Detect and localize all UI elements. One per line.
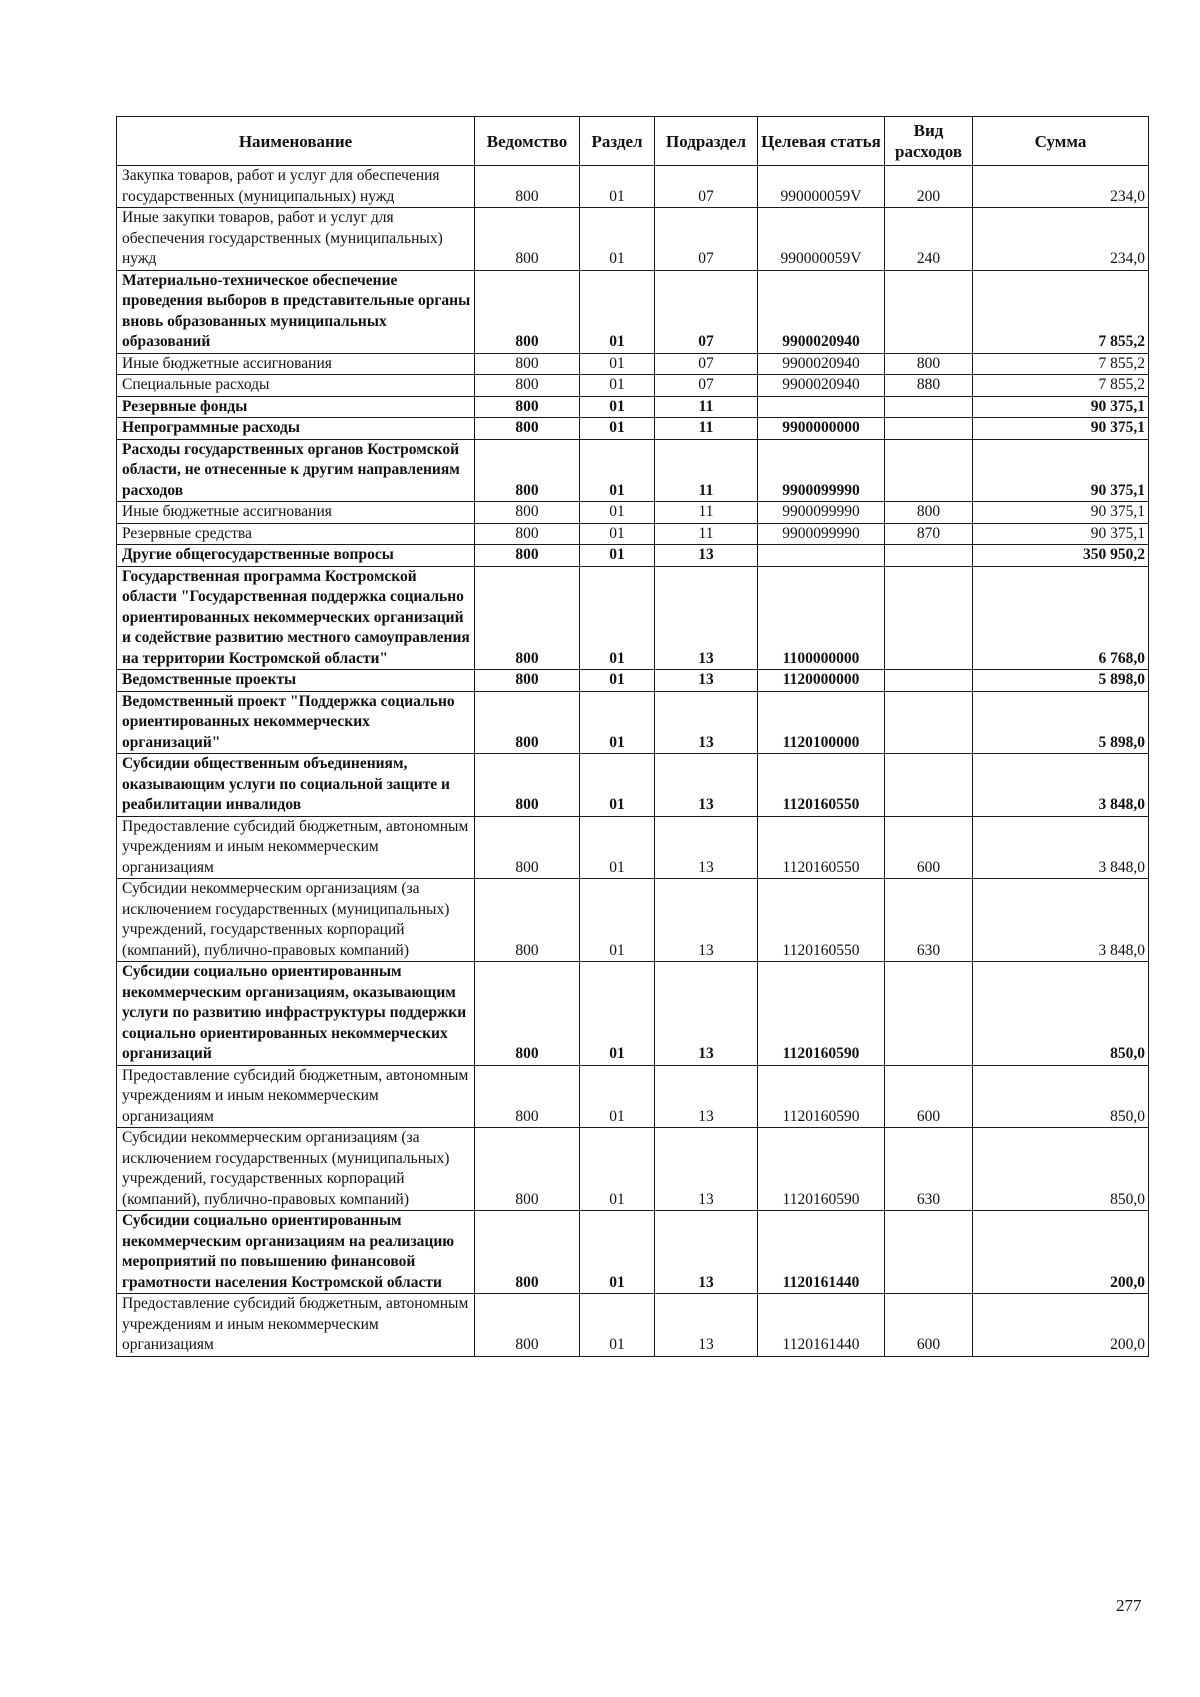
cell-summa: 3 848,0 xyxy=(973,879,1149,962)
cell-celevaya: 9900099990 xyxy=(758,523,885,545)
cell-celevaya: 9900000000 xyxy=(758,418,885,440)
cell-razdel: 01 xyxy=(580,523,655,545)
cell-celevaya: 990000059V xyxy=(758,166,885,208)
cell-razdel: 01 xyxy=(580,166,655,208)
cell-vedomstvo: 800 xyxy=(475,166,580,208)
cell-vid: 870 xyxy=(885,523,973,545)
cell-summa: 5 898,0 xyxy=(973,691,1149,754)
cell-summa: 90 375,1 xyxy=(973,396,1149,418)
cell-name: Иные закупки товаров, работ и услуг для обеспечения государственных (муниципальных) нужд xyxy=(117,208,475,271)
cell-razdel: 01 xyxy=(580,353,655,375)
cell-razdel: 01 xyxy=(580,502,655,524)
cell-summa: 3 848,0 xyxy=(973,816,1149,879)
cell-podrazdel: 13 xyxy=(655,670,758,692)
cell-name: Субсидии общественным объединениям, оказывающим услуги по социальной защите и реабилитации инвалидов xyxy=(117,754,475,817)
cell-summa: 6 768,0 xyxy=(973,566,1149,670)
cell-celevaya: 9900099990 xyxy=(758,439,885,502)
cell-vedomstvo: 800 xyxy=(475,523,580,545)
cell-vid xyxy=(885,691,973,754)
table-row xyxy=(117,270,1149,353)
cell-vedomstvo: 800 xyxy=(475,566,580,670)
cell-summa: 850,0 xyxy=(973,1065,1149,1128)
header-celevaya: Целевая статья xyxy=(758,117,885,166)
cell-summa: 234,0 xyxy=(973,166,1149,208)
cell-razdel: 01 xyxy=(580,545,655,567)
cell-podrazdel: 13 xyxy=(655,566,758,670)
cell-name: Расходы государственных органов Костромской области, не отнесенные к другим направлениям расходов xyxy=(117,439,475,502)
cell-celevaya: 1120160550 xyxy=(758,754,885,817)
table-row xyxy=(117,879,1149,962)
cell-name: Субсидии социально ориентированным некоммерческим организациям на реализацию мероприятий по повышению финансовой грамотности населения Костромской области xyxy=(117,1211,475,1294)
cell-name: Другие общегосударственные вопросы xyxy=(117,545,475,567)
header-podrazdel: Подраздел xyxy=(655,117,758,166)
cell-podrazdel: 11 xyxy=(655,396,758,418)
cell-vedomstvo: 800 xyxy=(475,502,580,524)
cell-name: Ведомственный проект "Поддержка социально ориентированных некоммерческих организаций" xyxy=(117,691,475,754)
cell-razdel: 01 xyxy=(580,566,655,670)
cell-vid: 200 xyxy=(885,166,973,208)
cell-podrazdel: 13 xyxy=(655,879,758,962)
table-row xyxy=(117,670,1149,692)
header-razdel: Раздел xyxy=(580,117,655,166)
table-row xyxy=(117,439,1149,502)
cell-name: Предоставление субсидий бюджетным, автономным учреждениям и иным некоммерческим организациям xyxy=(117,1294,475,1357)
cell-name: Резервные средства xyxy=(117,523,475,545)
cell-vedomstvo: 800 xyxy=(475,353,580,375)
cell-razdel: 01 xyxy=(580,270,655,353)
table-row xyxy=(117,418,1149,440)
cell-podrazdel: 11 xyxy=(655,418,758,440)
cell-summa: 7 855,2 xyxy=(973,353,1149,375)
cell-summa: 90 375,1 xyxy=(973,418,1149,440)
cell-razdel: 01 xyxy=(580,1128,655,1211)
cell-vid: 600 xyxy=(885,1294,973,1357)
cell-razdel: 01 xyxy=(580,418,655,440)
cell-name: Субсидии некоммерческим организациям (за исключением государственных (муниципальных) учреждений, государственных корпораций (компаний), публично-правовых компаний) xyxy=(117,1128,475,1211)
cell-razdel: 01 xyxy=(580,396,655,418)
header-name: Наименование xyxy=(117,117,475,166)
cell-name: Предоставление субсидий бюджетным, автономным учреждениям и иным некоммерческим организациям xyxy=(117,816,475,879)
cell-vid xyxy=(885,962,973,1066)
cell-vid: 880 xyxy=(885,375,973,397)
header-row xyxy=(117,117,1149,166)
table-row xyxy=(117,545,1149,567)
cell-vid xyxy=(885,418,973,440)
table-row xyxy=(117,754,1149,817)
table-row xyxy=(117,691,1149,754)
cell-vedomstvo: 800 xyxy=(475,208,580,271)
cell-razdel: 01 xyxy=(580,962,655,1066)
cell-razdel: 01 xyxy=(580,670,655,692)
cell-vedomstvo: 800 xyxy=(475,670,580,692)
table-row xyxy=(117,166,1149,208)
table-row xyxy=(117,375,1149,397)
table-row xyxy=(117,816,1149,879)
table-row xyxy=(117,1211,1149,1294)
table-row xyxy=(117,1128,1149,1211)
cell-podrazdel: 11 xyxy=(655,523,758,545)
cell-summa: 7 855,2 xyxy=(973,270,1149,353)
cell-summa: 7 855,2 xyxy=(973,375,1149,397)
cell-celevaya: 990000059V xyxy=(758,208,885,271)
cell-podrazdel: 13 xyxy=(655,816,758,879)
budget-table xyxy=(116,116,1149,1357)
cell-celevaya: 1120000000 xyxy=(758,670,885,692)
cell-razdel: 01 xyxy=(580,691,655,754)
cell-summa: 5 898,0 xyxy=(973,670,1149,692)
header-vid: Вид расходов xyxy=(885,117,973,166)
cell-razdel: 01 xyxy=(580,1294,655,1357)
cell-name: Государственная программа Костромской области "Государственная поддержка социально ориентированных некоммерческих организаций и содействие развитию местного самоуправления на территории Костромской области" xyxy=(117,566,475,670)
cell-razdel: 01 xyxy=(580,439,655,502)
cell-name: Непрограммные расходы xyxy=(117,418,475,440)
table-row xyxy=(117,523,1149,545)
page-number: 277 xyxy=(1116,1596,1142,1615)
cell-celevaya: 1120160590 xyxy=(758,1065,885,1128)
table-row xyxy=(117,1065,1149,1128)
cell-razdel: 01 xyxy=(580,208,655,271)
cell-name: Иные бюджетные ассигнования xyxy=(117,353,475,375)
cell-summa: 234,0 xyxy=(973,208,1149,271)
table-row xyxy=(117,353,1149,375)
cell-celevaya xyxy=(758,396,885,418)
cell-name: Материально-техническое обеспечение проведения выборов в представительные органы вновь образованных муниципальных образований xyxy=(117,270,475,353)
cell-vid xyxy=(885,545,973,567)
cell-vid xyxy=(885,566,973,670)
cell-vedomstvo: 800 xyxy=(475,270,580,353)
cell-vid: 600 xyxy=(885,816,973,879)
cell-podrazdel: 11 xyxy=(655,439,758,502)
cell-vedomstvo: 800 xyxy=(475,396,580,418)
cell-celevaya: 1120161440 xyxy=(758,1211,885,1294)
cell-podrazdel: 07 xyxy=(655,375,758,397)
cell-razdel: 01 xyxy=(580,879,655,962)
cell-vedomstvo: 800 xyxy=(475,1211,580,1294)
cell-celevaya: 1120160590 xyxy=(758,1128,885,1211)
cell-vedomstvo: 800 xyxy=(475,691,580,754)
cell-celevaya: 1100000000 xyxy=(758,566,885,670)
cell-vid: 240 xyxy=(885,208,973,271)
cell-celevaya: 9900020940 xyxy=(758,353,885,375)
table-row xyxy=(117,502,1149,524)
cell-summa: 3 848,0 xyxy=(973,754,1149,817)
cell-vedomstvo: 800 xyxy=(475,1065,580,1128)
cell-vid xyxy=(885,754,973,817)
cell-podrazdel: 13 xyxy=(655,1065,758,1128)
cell-summa: 850,0 xyxy=(973,1128,1149,1211)
cell-name: Ведомственные проекты xyxy=(117,670,475,692)
cell-razdel: 01 xyxy=(580,754,655,817)
cell-name: Резервные фонды xyxy=(117,396,475,418)
cell-vedomstvo: 800 xyxy=(475,545,580,567)
cell-vid: 800 xyxy=(885,502,973,524)
table-row xyxy=(117,208,1149,271)
cell-summa: 90 375,1 xyxy=(973,439,1149,502)
cell-name: Предоставление субсидий бюджетным, автономным учреждениям и иным некоммерческим организациям xyxy=(117,1065,475,1128)
table-row xyxy=(117,566,1149,670)
cell-podrazdel: 13 xyxy=(655,691,758,754)
table-row xyxy=(117,1294,1149,1357)
cell-razdel: 01 xyxy=(580,816,655,879)
cell-celevaya: 9900020940 xyxy=(758,270,885,353)
cell-podrazdel: 13 xyxy=(655,1211,758,1294)
cell-vid: 630 xyxy=(885,879,973,962)
table-row xyxy=(117,962,1149,1066)
cell-celevaya: 1120160590 xyxy=(758,962,885,1066)
cell-vedomstvo: 800 xyxy=(475,1294,580,1357)
cell-vedomstvo: 800 xyxy=(475,375,580,397)
cell-vid: 800 xyxy=(885,353,973,375)
cell-podrazdel: 11 xyxy=(655,502,758,524)
cell-vedomstvo: 800 xyxy=(475,418,580,440)
cell-vid xyxy=(885,1211,973,1294)
cell-celevaya: 1120160550 xyxy=(758,879,885,962)
cell-vedomstvo: 800 xyxy=(475,879,580,962)
cell-name: Субсидии социально ориентированным некоммерческим организациям, оказывающим услуги по развитию инфраструктуры поддержки социально ориентированных некоммерческих организаций xyxy=(117,962,475,1066)
cell-name: Специальные расходы xyxy=(117,375,475,397)
cell-podrazdel: 13 xyxy=(655,754,758,817)
table-row xyxy=(117,396,1149,418)
cell-vedomstvo: 800 xyxy=(475,962,580,1066)
cell-celevaya: 9900020940 xyxy=(758,375,885,397)
cell-vid: 630 xyxy=(885,1128,973,1211)
cell-name: Закупка товаров, работ и услуг для обеспечения государственных (муниципальных) нужд xyxy=(117,166,475,208)
cell-razdel: 01 xyxy=(580,1065,655,1128)
cell-name: Иные бюджетные ассигнования xyxy=(117,502,475,524)
cell-vedomstvo: 800 xyxy=(475,439,580,502)
cell-celevaya: 1120161440 xyxy=(758,1294,885,1357)
cell-vid: 600 xyxy=(885,1065,973,1128)
cell-celevaya: 1120160550 xyxy=(758,816,885,879)
header-vedomstvo: Ведомство xyxy=(475,117,580,166)
cell-podrazdel: 13 xyxy=(655,545,758,567)
cell-podrazdel: 13 xyxy=(655,1294,758,1357)
cell-name: Субсидии некоммерческим организациям (за исключением государственных (муниципальных) учреждений, государственных корпораций (компаний), публично-правовых компаний) xyxy=(117,879,475,962)
cell-vedomstvo: 800 xyxy=(475,816,580,879)
cell-summa: 90 375,1 xyxy=(973,523,1149,545)
cell-vedomstvo: 800 xyxy=(475,1128,580,1211)
cell-summa: 90 375,1 xyxy=(973,502,1149,524)
cell-summa: 850,0 xyxy=(973,962,1149,1066)
cell-celevaya xyxy=(758,545,885,567)
cell-summa: 200,0 xyxy=(973,1294,1149,1357)
cell-podrazdel: 13 xyxy=(655,1128,758,1211)
cell-razdel: 01 xyxy=(580,1211,655,1294)
cell-summa: 200,0 xyxy=(973,1211,1149,1294)
cell-podrazdel: 07 xyxy=(655,353,758,375)
cell-podrazdel: 07 xyxy=(655,208,758,271)
cell-celevaya: 9900099990 xyxy=(758,502,885,524)
header-summa: Сумма xyxy=(973,117,1149,166)
cell-razdel: 01 xyxy=(580,375,655,397)
cell-vedomstvo: 800 xyxy=(475,754,580,817)
cell-vid xyxy=(885,439,973,502)
cell-vid xyxy=(885,396,973,418)
cell-podrazdel: 07 xyxy=(655,166,758,208)
cell-podrazdel: 07 xyxy=(655,270,758,353)
cell-vid xyxy=(885,270,973,353)
cell-vid xyxy=(885,670,973,692)
cell-summa: 350 950,2 xyxy=(973,545,1149,567)
cell-celevaya: 1120100000 xyxy=(758,691,885,754)
cell-podrazdel: 13 xyxy=(655,962,758,1066)
